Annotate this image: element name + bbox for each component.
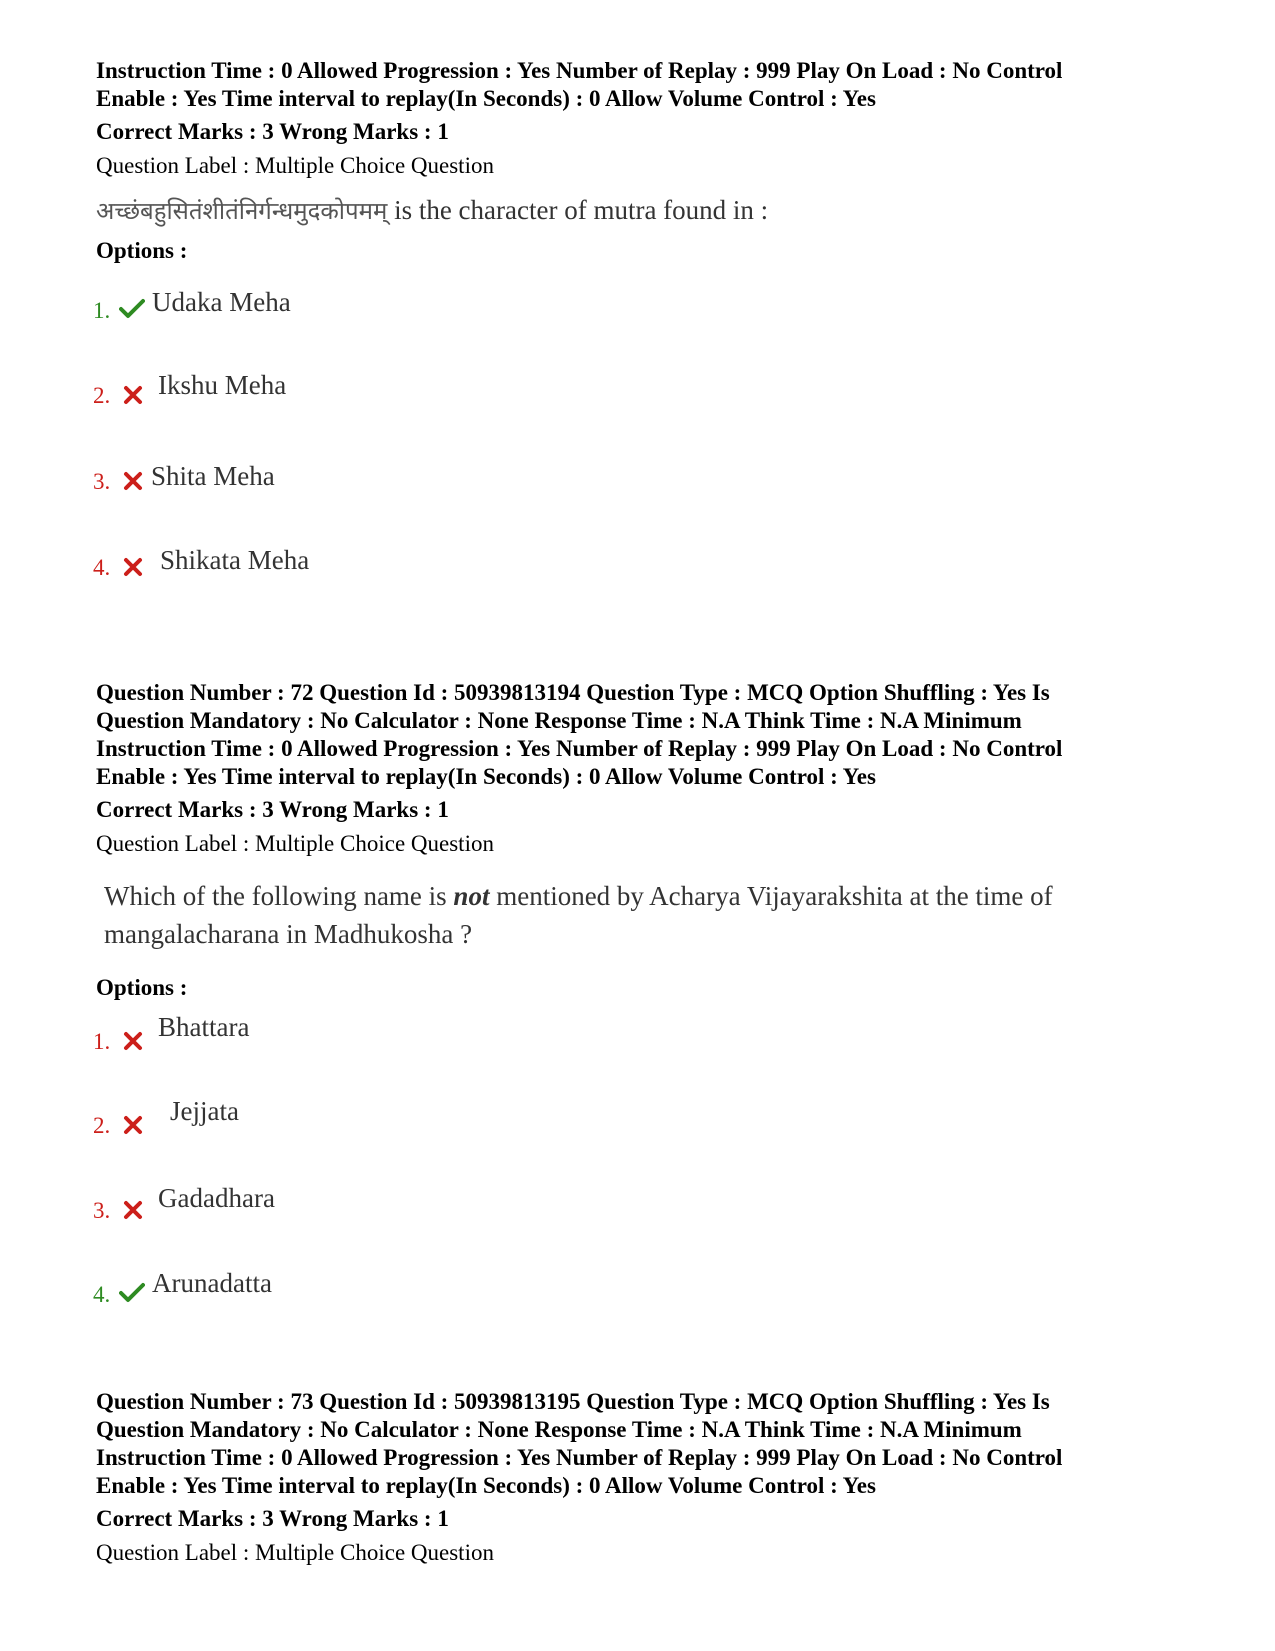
option-text[interactable]: Jejjata bbox=[170, 1096, 239, 1126]
cross-icon bbox=[121, 384, 147, 406]
option-text[interactable]: Udaka Meha bbox=[152, 287, 291, 317]
question-line-1 bbox=[104, 877, 1053, 915]
meta-line: Enable : Yes Time interval to replay(In Seconds) : 0 Allow Volume Control : Yes bbox=[96, 764, 876, 789]
q71-marks: Correct Marks : 3 Wrong Marks : 1 bbox=[96, 119, 449, 144]
meta-line: Question Number : 72 Question Id : 50939813194 Question Type : MCQ Option Shuffling : Yes Is bbox=[96, 680, 1050, 705]
question-emphasis: not bbox=[453, 881, 490, 911]
q72-question bbox=[104, 877, 1053, 953]
question-line-2: mangalacharana in Madhukosha ? bbox=[104, 919, 473, 949]
q71-options-heading: Options : bbox=[96, 238, 188, 263]
question-text: Which of the following name is bbox=[104, 881, 454, 911]
meta-line: Enable : Yes Time interval to replay(In Seconds) : 0 Allow Volume Control : Yes bbox=[96, 86, 876, 111]
option-text[interactable]: Shikata Meha bbox=[160, 545, 310, 575]
cross-icon bbox=[121, 1199, 147, 1221]
option-text[interactable]: Gadadhara bbox=[158, 1183, 275, 1213]
option-number: 2. bbox=[93, 383, 111, 408]
question-text: mentioned by Acharya Vijayarakshita at the time of bbox=[489, 881, 1053, 911]
cross-icon bbox=[121, 470, 147, 492]
option-number: 1. bbox=[93, 1029, 111, 1054]
check-icon bbox=[119, 1281, 145, 1303]
q72-meta bbox=[96, 679, 1196, 791]
q71-question bbox=[96, 191, 768, 230]
cross-icon bbox=[121, 556, 147, 578]
option-number: 4. bbox=[93, 1282, 111, 1307]
q73-label: Question Label : Multiple Choice Question bbox=[96, 1540, 494, 1565]
cross-icon bbox=[121, 1030, 147, 1052]
option-number: 3. bbox=[93, 469, 111, 494]
option-number: 2. bbox=[93, 1113, 111, 1138]
q71-meta bbox=[96, 57, 1196, 113]
option-text[interactable]: Arunadatta bbox=[152, 1268, 272, 1298]
meta-line: Question Mandatory : No Calculator : None Response Time : N.A Think Time : N.A Minimum bbox=[96, 1417, 1022, 1442]
meta-line: Instruction Time : 0 Allowed Progression : Yes Number of Replay : 999 Play On Load : No Control bbox=[96, 1445, 1063, 1470]
q72-options-heading: Options : bbox=[96, 975, 188, 1000]
q72-marks: Correct Marks : 3 Wrong Marks : 1 bbox=[96, 797, 449, 822]
cross-icon bbox=[121, 1114, 147, 1136]
meta-line: Instruction Time : 0 Allowed Progression : Yes Number of Replay : 999 Play On Load : No Control bbox=[96, 736, 1063, 761]
q73-meta bbox=[96, 1388, 1196, 1500]
meta-line: Question Mandatory : No Calculator : None Response Time : N.A Think Time : N.A Minimum bbox=[96, 708, 1022, 733]
check-icon bbox=[119, 297, 145, 319]
option-number: 4. bbox=[93, 555, 111, 580]
q72-label: Question Label : Multiple Choice Question bbox=[96, 831, 494, 856]
q73-marks: Correct Marks : 3 Wrong Marks : 1 bbox=[96, 1506, 449, 1531]
sanskrit-phrase: अच्छंबहुसितंशीतंनिर्गन्धमुदकोपमम् bbox=[96, 197, 388, 225]
option-text[interactable]: Shita Meha bbox=[151, 461, 275, 491]
meta-line: Instruction Time : 0 Allowed Progression : Yes Number of Replay : 999 Play On Load : No Control bbox=[96, 58, 1063, 83]
option-number: 3. bbox=[93, 1198, 111, 1223]
option-number: 1. bbox=[93, 298, 111, 323]
meta-line: Enable : Yes Time interval to replay(In Seconds) : 0 Allow Volume Control : Yes bbox=[96, 1473, 876, 1498]
q71-label: Question Label : Multiple Choice Question bbox=[96, 153, 494, 178]
meta-line: Question Number : 73 Question Id : 50939813195 Question Type : MCQ Option Shuffling : Yes Is bbox=[96, 1389, 1050, 1414]
option-text[interactable]: Bhattara bbox=[158, 1012, 250, 1042]
option-text[interactable]: Ikshu Meha bbox=[158, 370, 287, 400]
question-text: is the character of mutra found in : bbox=[387, 195, 769, 225]
